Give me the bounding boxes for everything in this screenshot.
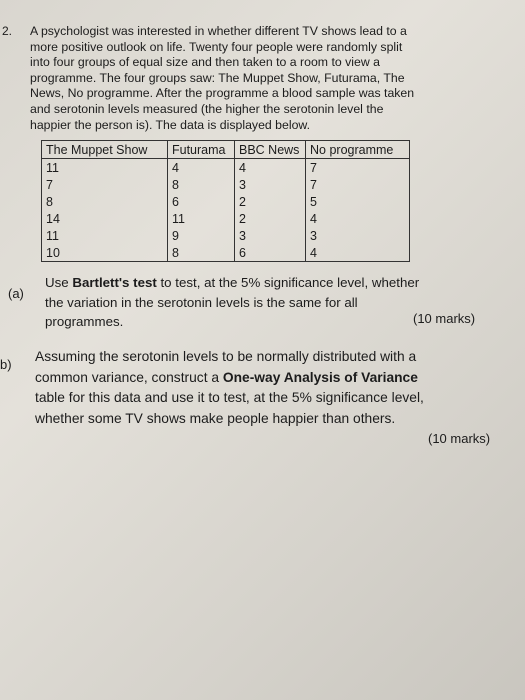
text-span: Use xyxy=(45,275,73,290)
part-b-marks: (10 marks) xyxy=(428,431,491,446)
text-span: to test, at the 5% significance level, whether xyxy=(156,275,420,290)
part-a-label: (a) xyxy=(8,286,24,301)
part-a-line xyxy=(45,273,475,293)
table-cell: 3 xyxy=(306,227,410,244)
table-cell: 14 xyxy=(42,210,168,227)
table-row xyxy=(42,227,410,244)
table-row xyxy=(42,244,410,262)
table-cell: 7 xyxy=(42,176,168,193)
table-cell: 5 xyxy=(306,193,410,210)
table-row xyxy=(42,193,410,210)
part-a-line: the variation in the serotonin levels is the same for all xyxy=(45,294,358,310)
table-cell: 4 xyxy=(306,244,410,262)
column-header: Futurama xyxy=(168,141,235,159)
bartletts-test-term: Bartlett's test xyxy=(72,275,157,290)
part-b-line: whether some TV shows make people happier than others. xyxy=(35,410,396,426)
part-b-line: Assuming the serotonin levels to be normally distributed with a xyxy=(35,349,417,364)
text-span: common variance, construct a xyxy=(35,369,223,385)
part-a-text xyxy=(45,273,475,332)
question-intro xyxy=(30,24,450,133)
intro-line: A psychologist was interested in whether different TV shows lead to a xyxy=(30,24,407,38)
intro-line: programme. The four groups saw: The Muppet Show, Futurama, The xyxy=(30,70,405,85)
table-row xyxy=(42,159,410,177)
part-b-label: b) xyxy=(0,357,12,372)
part-a-line: programmes. xyxy=(45,314,124,329)
table-cell: 2 xyxy=(235,193,306,210)
anova-term: One-way Analysis of Variance xyxy=(222,369,418,385)
table-cell: 4 xyxy=(235,159,306,177)
table-row xyxy=(42,210,410,227)
intro-line: into four groups of equal size and then taken to a room to view a xyxy=(30,55,380,70)
question-number: 2. xyxy=(2,24,13,38)
table-cell: 4 xyxy=(168,159,235,177)
table-cell: 11 xyxy=(42,227,168,244)
table-cell: 10 xyxy=(42,244,168,262)
part-b-line: table for this data and use it to test, at the 5% significance level, xyxy=(35,390,424,405)
column-header: No programme xyxy=(306,141,410,159)
part-a-marks: (10 marks) xyxy=(413,311,476,326)
intro-line: and serotonin levels measured (the higher the serotonin level the xyxy=(30,101,384,116)
part-b-line xyxy=(35,368,485,389)
serotonin-data-table xyxy=(41,140,410,262)
table-header-row xyxy=(42,141,410,159)
table-cell: 11 xyxy=(168,210,235,227)
intro-line: more positive outlook on life. Twenty four people were randomly split xyxy=(30,39,403,54)
table-row xyxy=(42,176,410,193)
table-cell: 7 xyxy=(306,159,410,177)
table-cell: 8 xyxy=(168,176,235,193)
intro-line: News, No programme. After the programme a blood sample was taken xyxy=(30,86,415,101)
table-cell: 3 xyxy=(235,227,306,244)
table-cell: 9 xyxy=(168,227,235,244)
column-header: The Muppet Show xyxy=(42,141,168,159)
table-cell: 11 xyxy=(42,159,168,177)
table-cell: 2 xyxy=(235,210,306,227)
table-cell: 3 xyxy=(235,176,306,193)
intro-line: happier the person is). The data is displayed below. xyxy=(30,117,311,132)
table-cell: 6 xyxy=(235,244,306,262)
table-cell: 8 xyxy=(42,193,168,210)
table-cell: 7 xyxy=(306,176,410,193)
table-cell: 6 xyxy=(168,193,235,210)
table-cell: 4 xyxy=(306,210,410,227)
part-b-text xyxy=(35,347,485,429)
table-cell: 8 xyxy=(168,244,235,262)
column-header: BBC News xyxy=(235,141,306,159)
